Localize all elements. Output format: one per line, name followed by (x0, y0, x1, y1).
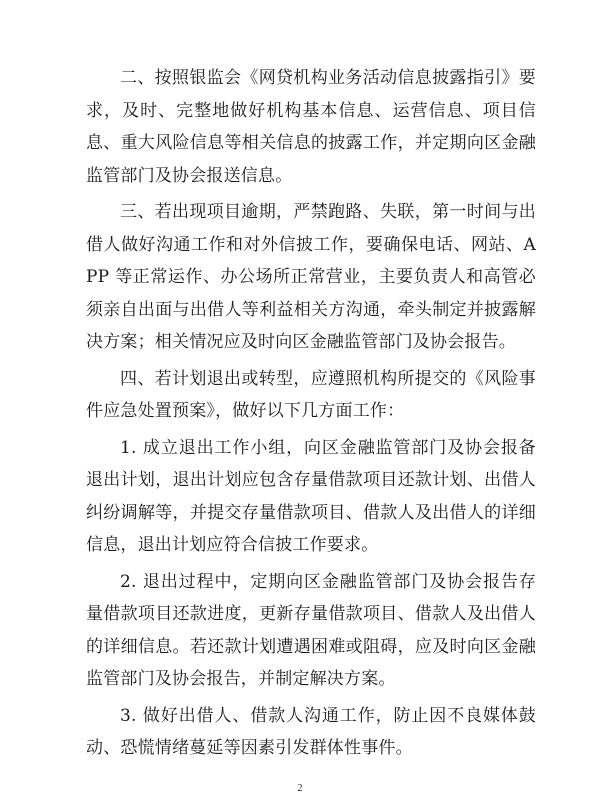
paragraph-2-disclosure: 二、按照银监会《网贷机构业务活动信息披露指引》要求，及时、完整地做好机构基本信息、运营信息、项目信息、重大风险信息等相关信息的披露工作，并定期向区金融监管部门及协会报送信息。 (86, 68, 536, 186)
paragraph-4-item-3: 3. 做好出借人、借款人沟通工作，防止因不良媒体鼓动、恐慌情绪蔓延等因素引发群体性事件。 (86, 705, 536, 758)
paragraph-4-exit: 四、若计划退出或转型，应遵照机构所提交的《风险事件应急处置预案》，做好以下几方面工作： (86, 368, 536, 421)
paragraph-4-item-1: 1. 成立退出工作小组，向区金融监管部门及协会报备退出计划，退出计划应包含存量借款项目还款计划、出借人纠纷调解等，并提交存量借款项目、借款人及出借人的详细信息，退出计划应符合信披工作要求。 (86, 437, 536, 555)
page-number: 2 (297, 783, 303, 794)
paragraph-3-overdue: 三、若出现项目逾期，严禁跑路、失联，第一时间与出借人做好沟通工作和对外信披工作，要确保电话、网站、APP 等正常运作、办公场所正常营业，主要负责人和高管必须亲自出面与出借人等利益相关方沟通，牵头制定并披露解决方案；相关情况应及时向区金融监管部门及协会报告。 (86, 202, 536, 352)
document-body (86, 62, 536, 769)
paragraph-4-item-2: 2. 退出过程中，定期向区金融监管部门及协会报告存量借款项目还款进度，更新存量借款项目、借款人及出借人的详细信息。若还款计划遭遇困难或阻碍，应及时向区金融监管部门及协会报告，并制定解决方案。 (86, 571, 536, 689)
